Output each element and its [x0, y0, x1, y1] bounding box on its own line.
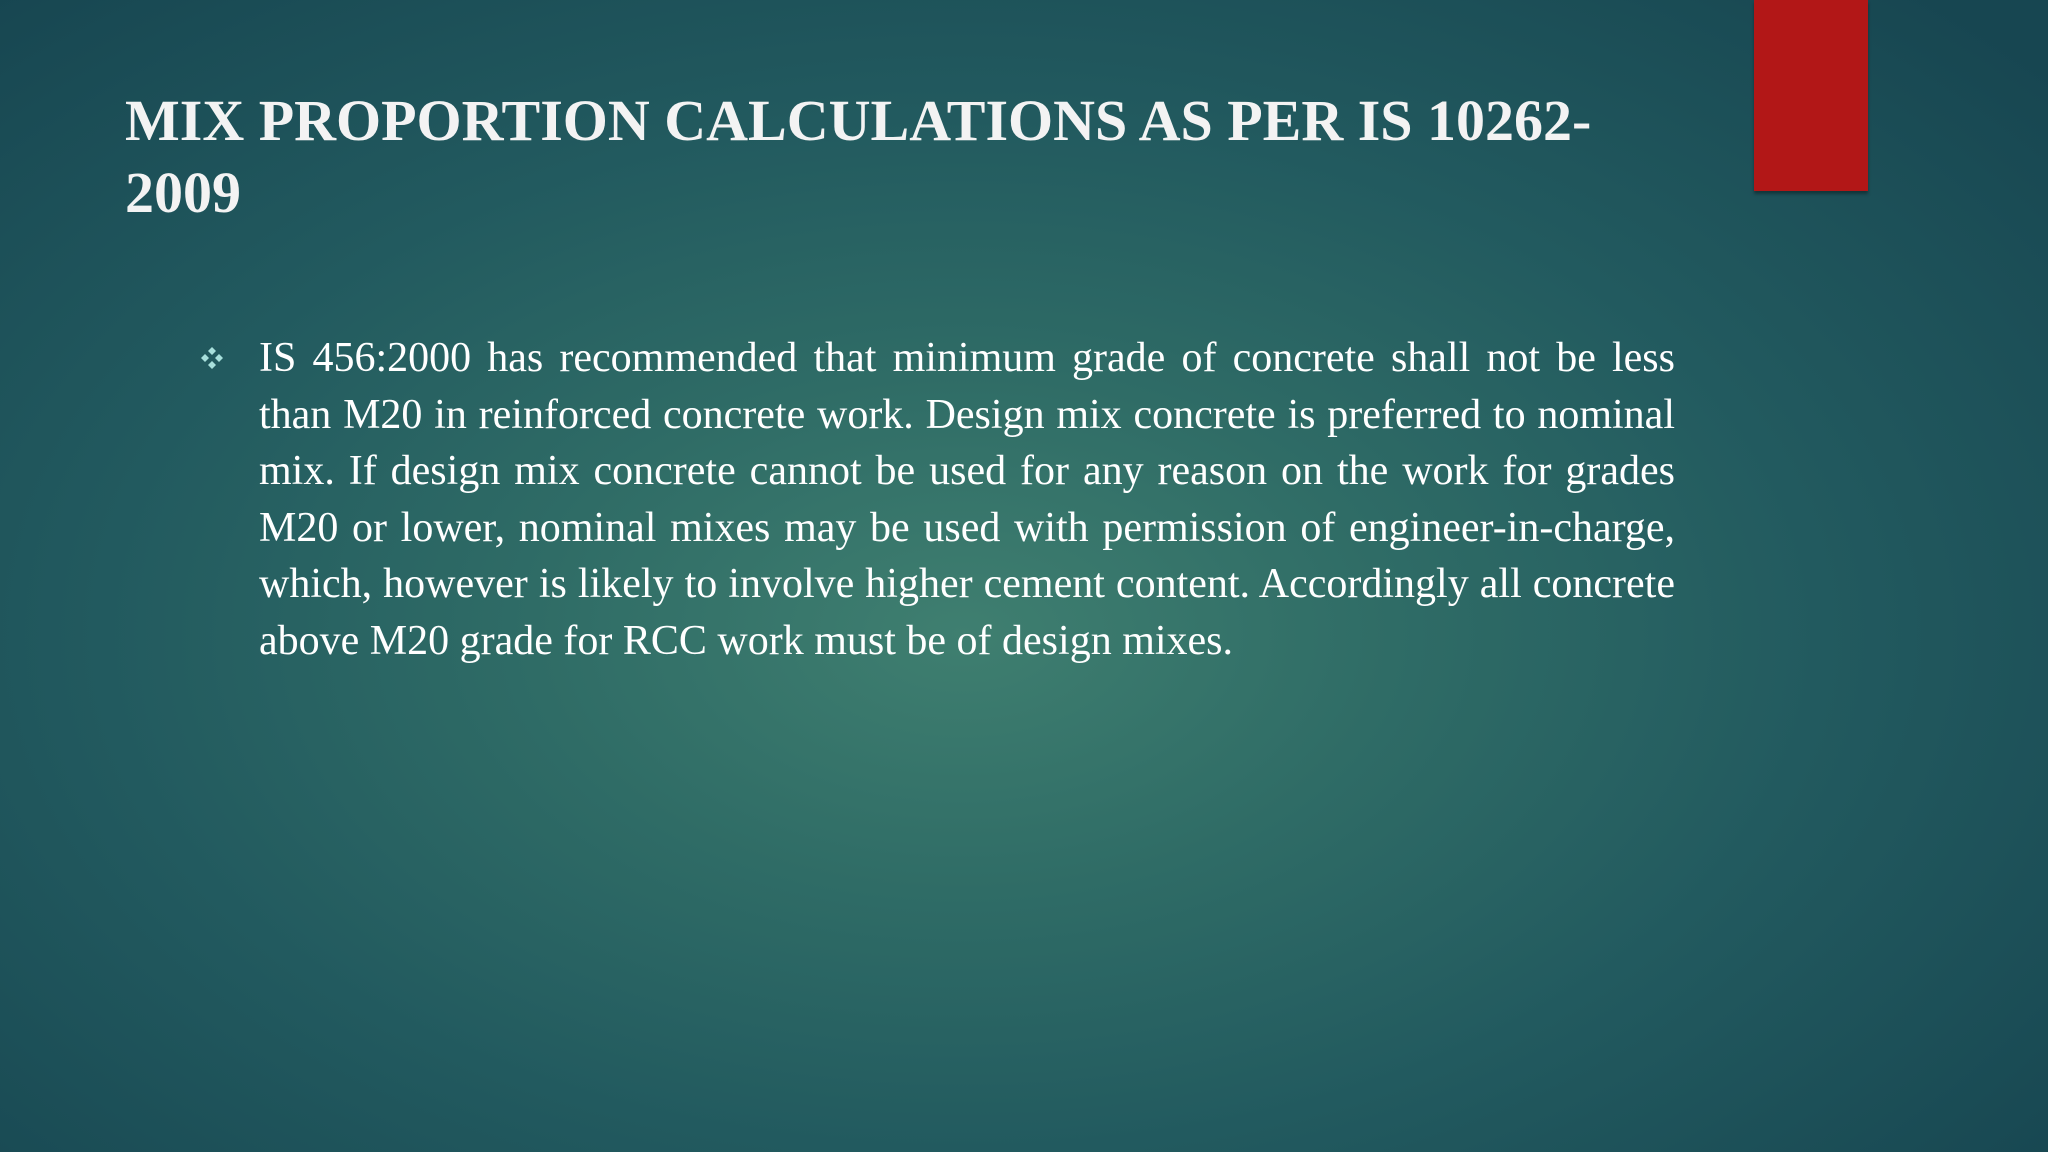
bullet-item — [200, 330, 1675, 669]
bullet-text: IS 456:2000 has recommended that minimum grade of concrete shall not be less than M20 in reinforced concrete work. Design mix concrete is preferred to nominal mix. If design mix concrete cannot be used for any reason on the work for grades M20 or lower, nominal mixes may be used with permission of engineer-in-charge, which, however is likely to involve higher cement content. Accordingly all concrete above M20 grade for RCC work must be of design mixes. — [259, 335, 1675, 664]
diamond-bullet-icon — [200, 346, 224, 370]
slide-title: MIX PROPORTION CALCULATIONS AS PER IS 10262-2009 — [125, 88, 1592, 225]
slide-content — [200, 330, 1675, 669]
red-accent-bar — [1754, 0, 1868, 191]
